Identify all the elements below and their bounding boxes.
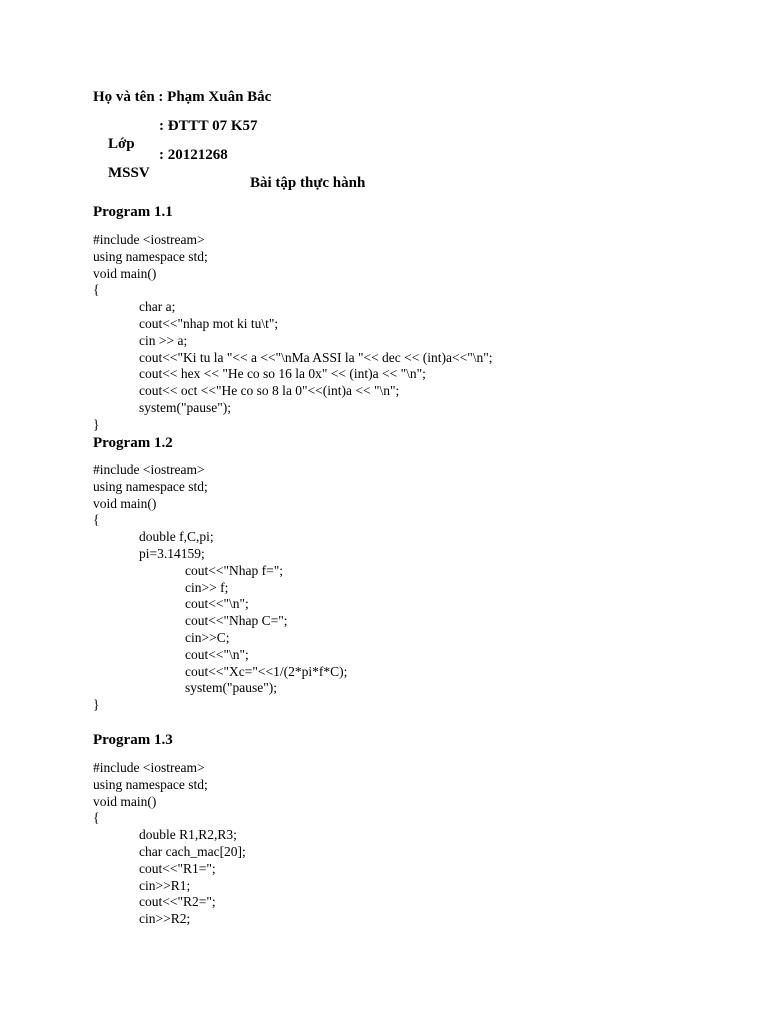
code-line: using namespace std; bbox=[93, 776, 208, 792]
code-line: using namespace std; bbox=[93, 478, 208, 494]
code-line: #include <iostream> bbox=[93, 462, 205, 477]
code-line: double R1,R2,R3; bbox=[139, 827, 237, 843]
code-line: double f,C,pi; bbox=[139, 529, 214, 545]
code-line: cout<< hex << "He co so 16 la 0x" << (int)a << "\n"; bbox=[139, 366, 426, 382]
code-line: #include <iostream> bbox=[93, 232, 205, 247]
code-line: cout<< oct <<"He co so 8 la 0"<<(int)a << "\n"; bbox=[139, 383, 400, 399]
code-line: cin>> f; bbox=[185, 579, 229, 595]
student-name-line: Họ và tên : Phạm Xuân Bắc bbox=[93, 89, 272, 105]
class-value: : ĐTTT 07 K57 bbox=[159, 118, 258, 134]
code-line: { bbox=[93, 282, 100, 298]
code-line: cout<<"R2="; bbox=[139, 894, 216, 910]
student-id-value: : 20121268 bbox=[159, 147, 228, 163]
code-line: cout<<"Nhap C="; bbox=[185, 613, 288, 629]
code-line: #include <iostream> bbox=[93, 760, 205, 775]
code-line: cout<<"Nhap f="; bbox=[185, 562, 283, 578]
code-line: void main() bbox=[93, 793, 157, 809]
class-label: Lớp bbox=[108, 136, 135, 152]
code-block bbox=[93, 232, 493, 434]
code-line: cout<<"Ki tu la "<< a <<"\nMa ASSI la "<< dec << (int)a<<"\n"; bbox=[139, 349, 493, 365]
program-title: Program 1.2 bbox=[93, 435, 173, 451]
code-line: { bbox=[93, 810, 100, 826]
code-line: void main() bbox=[93, 495, 157, 511]
code-line: cout<<"nhap mot ki tu\t"; bbox=[139, 315, 279, 331]
code-line: char cach_mac[20]; bbox=[139, 843, 246, 859]
code-line: } bbox=[93, 416, 100, 432]
code-line: void main() bbox=[93, 265, 157, 281]
code-line: system("pause"); bbox=[185, 680, 278, 696]
code-line: cin>>R1; bbox=[139, 877, 191, 893]
code-line: system("pause"); bbox=[139, 399, 232, 415]
student-id-label: MSSV bbox=[108, 165, 150, 181]
code-line: cout<<"\n"; bbox=[185, 646, 249, 662]
code-line: cout<<"\n"; bbox=[185, 596, 249, 612]
code-block bbox=[93, 760, 246, 928]
code-line: cout<<"Xc="<<1/(2*pi*f*C); bbox=[185, 663, 348, 679]
code-line: cin>>R2; bbox=[139, 911, 191, 927]
document-title: Bài tập thực hành bbox=[250, 175, 366, 191]
program-title: Program 1.1 bbox=[93, 204, 173, 220]
code-line: } bbox=[93, 697, 100, 713]
code-line: { bbox=[93, 512, 100, 528]
code-line: cout<<"R1="; bbox=[139, 860, 216, 876]
code-line: using namespace std; bbox=[93, 248, 208, 264]
program-title: Program 1.3 bbox=[93, 732, 173, 748]
code-line: char a; bbox=[139, 299, 176, 315]
code-line: pi=3.14159; bbox=[139, 545, 205, 561]
code-line: cin >> a; bbox=[139, 332, 188, 348]
code-block bbox=[93, 462, 347, 714]
code-line: cin>>C; bbox=[185, 629, 230, 645]
